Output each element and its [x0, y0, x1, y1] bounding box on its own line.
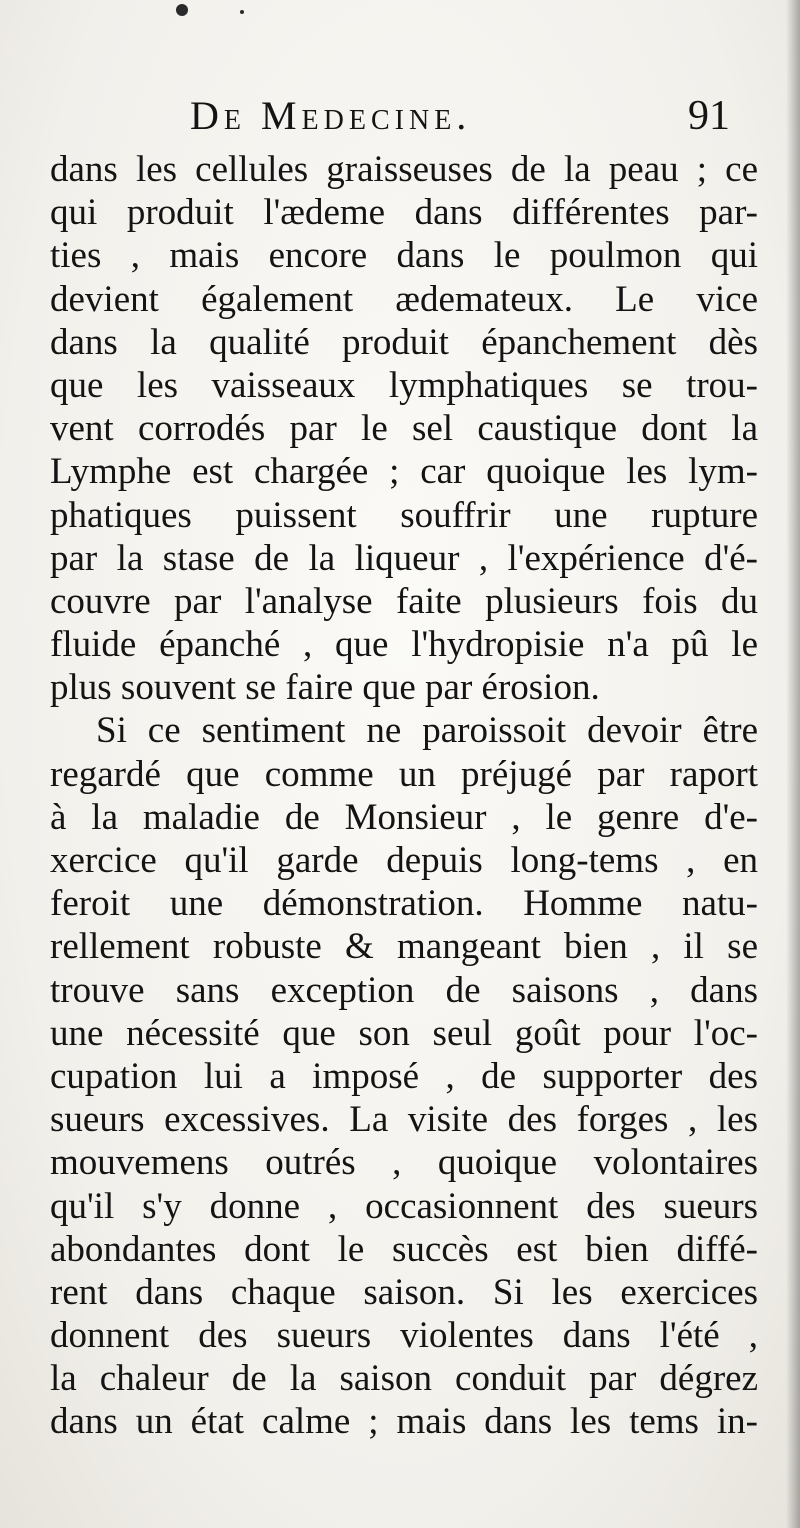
body-text: [50, 148, 758, 1444]
text-line: plus souvent se faire que par érosion.: [50, 667, 600, 709]
text-line: Si ce sentiment ne paroissoit devoir être: [96, 710, 758, 752]
running-head: [190, 92, 750, 152]
text-line: abondantes dont le succès est bien diffé-: [50, 1228, 758, 1270]
text-line: qui produit l'ædeme dans différentes par-: [50, 192, 758, 234]
running-title: De Medecine.: [190, 93, 472, 138]
text-line: vent corrodés par le sel caustique dont la: [50, 408, 758, 450]
page-edge-shadow: [786, 0, 800, 1528]
text-line: à la maladie de Monsieur , le genre d'e-: [50, 796, 758, 838]
text-line: sueurs excessives. La visite des forges , les: [50, 1099, 758, 1141]
text-line: phatiques puissent souffrir une rupture: [50, 494, 758, 536]
text-line: dans un état calme ; mais dans les tems in-: [50, 1401, 758, 1443]
text-line: qu'il s'y donne , occasionnent des sueurs: [50, 1185, 758, 1227]
text-line: donnent des sueurs violentes dans l'été ,: [50, 1315, 758, 1357]
paragraph-2: [50, 709, 758, 1443]
text-line: Lymphe est chargée ; car quoique les lym-: [50, 451, 758, 493]
text-line: xercice qu'il garde depuis long-tems , en: [50, 840, 758, 881]
text-line: rent dans chaque saison. Si les exercices: [50, 1271, 758, 1313]
text-line: cupation lui a imposé , de supporter des: [50, 1055, 758, 1097]
text-line: par la stase de la liqueur , l'expérience d'é-: [50, 537, 758, 579]
text-line: couvre par l'analyse faite plusieurs fois du: [50, 580, 758, 622]
text-line: que les vaisseaux lymphatiques se trou-: [50, 364, 758, 406]
text-line: devient également ædemateux. Le vice: [50, 278, 758, 320]
ink-spot: [176, 4, 188, 16]
text-line: une nécessité que son seul goût pour l'oc-: [50, 1012, 758, 1054]
text-line: feroit une démonstration. Homme natu-: [50, 883, 758, 925]
text-line: la chaleur de la saison conduit par dégrez: [50, 1358, 758, 1400]
text-line: mouvemens outrés , quoique volontaires: [50, 1142, 758, 1184]
paragraph-1: [50, 148, 758, 709]
text-line: rellement robuste & mangeant bien , il se: [50, 926, 758, 968]
text-line: dans les cellules graisseuses de la peau ; ce: [50, 149, 758, 190]
text-line: trouve sans exception de saisons , dans: [50, 969, 758, 1011]
page-number: 91: [688, 93, 730, 139]
ink-spot: [240, 10, 244, 14]
text-line: ties , mais encore dans le poulmon qui: [50, 235, 758, 277]
text-line: fluide épanché , que l'hydropisie n'a pû le: [50, 624, 758, 666]
text-line: dans la qualité produit épanchement dès: [50, 321, 758, 363]
text-line: regardé que comme un préjugé par raport: [50, 753, 758, 795]
